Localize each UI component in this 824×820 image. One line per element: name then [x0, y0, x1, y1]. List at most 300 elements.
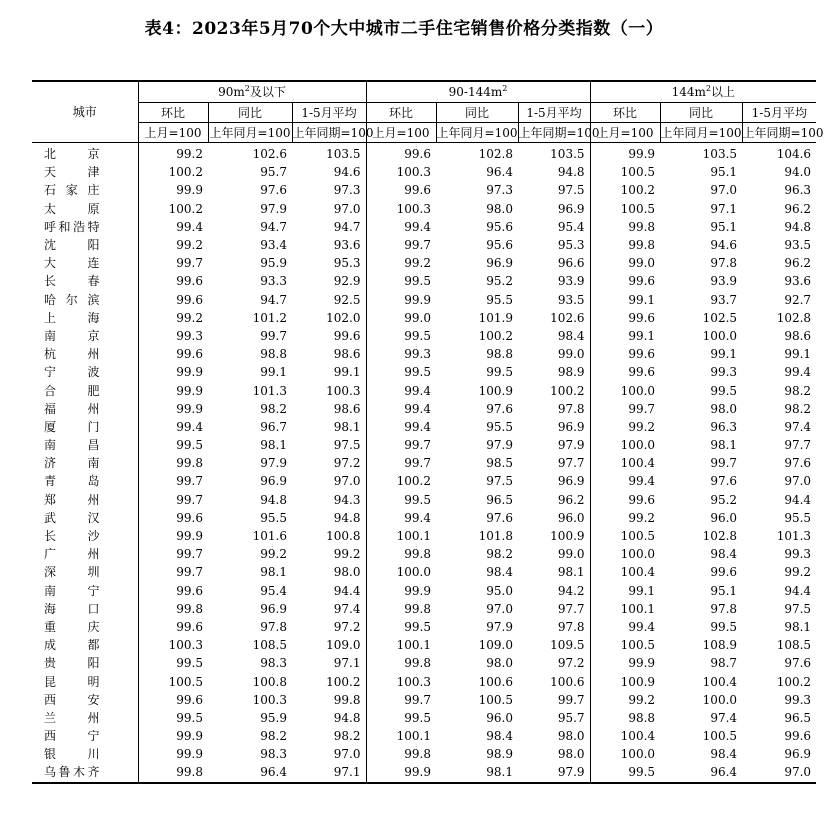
- index-value: 100.0: [590, 545, 660, 563]
- index-value: 99.5: [366, 327, 436, 345]
- index-value: 95.6: [486, 219, 513, 234]
- index-value: 98.1: [436, 763, 518, 782]
- base-header: 上年同期=100: [742, 123, 816, 143]
- index-value: 98.8: [260, 347, 287, 362]
- index-value: 98.4: [557, 328, 585, 343]
- index-value: 98.2: [784, 401, 812, 416]
- index-value: 99.7: [710, 456, 738, 471]
- group-header-row: [32, 81, 816, 103]
- metric-header: 1-5月平均: [742, 103, 816, 123]
- index-value: 97.7: [784, 438, 812, 453]
- index-value: 99.7: [557, 692, 585, 707]
- index-value: 96.0: [486, 710, 513, 725]
- index-value: 98.1: [260, 565, 287, 580]
- index-value: 99.7: [138, 563, 208, 581]
- index-value: 97.1: [333, 656, 361, 671]
- index-value: 99.4: [366, 218, 436, 236]
- index-value: 99.6: [138, 691, 208, 709]
- index-value: 99.5: [138, 436, 208, 454]
- index-value: 99.6: [710, 565, 738, 580]
- index-value: 95.4: [557, 219, 585, 234]
- group-header-medium: $90-144m^2$: [366, 81, 590, 103]
- index-value: 96.0: [557, 510, 585, 525]
- table-row: [32, 691, 816, 709]
- index-value: 99.3: [784, 692, 812, 707]
- table-row: [32, 618, 816, 636]
- city-name: 杭州: [44, 347, 100, 362]
- table-row: [32, 509, 816, 527]
- index-value: 109.0: [478, 638, 513, 653]
- index-value: 97.6: [260, 183, 287, 198]
- index-value: 96.2: [784, 201, 812, 216]
- index-value: 100.2: [550, 383, 585, 398]
- city-name: 呼和浩特: [44, 219, 100, 234]
- index-value: 99.2: [590, 691, 660, 709]
- index-value: 98.6: [333, 401, 361, 416]
- index-value: 97.9: [260, 456, 287, 471]
- index-value: 98.6: [333, 347, 361, 362]
- city-name: 昆明: [44, 674, 100, 689]
- table-row: [32, 491, 816, 509]
- index-value: 99.6: [784, 729, 812, 744]
- index-value: 95.1: [710, 219, 738, 234]
- table-row: [32, 272, 816, 290]
- index-value: 100.4: [590, 563, 660, 581]
- index-value: 97.0: [486, 601, 513, 616]
- index-value: 100.8: [326, 529, 361, 544]
- city-name: 南宁: [44, 583, 100, 598]
- index-value: 99.5: [710, 383, 738, 398]
- index-value: 99.6: [138, 582, 208, 600]
- index-value: 99.4: [366, 418, 436, 436]
- index-value: 99.7: [138, 472, 208, 490]
- index-value: 95.5: [260, 510, 287, 525]
- table-row: [32, 254, 816, 272]
- index-value: 108.5: [776, 638, 812, 653]
- table-body: [32, 143, 816, 783]
- base-header: 上月=100: [138, 123, 208, 143]
- index-value: 100.6: [478, 674, 513, 689]
- city-name: 北京: [44, 147, 100, 162]
- table-row: [32, 472, 816, 490]
- index-value: 97.0: [333, 474, 361, 489]
- index-value: 99.8: [138, 600, 208, 618]
- index-value: 93.5: [784, 238, 812, 253]
- metric-header: 同比: [436, 103, 518, 123]
- index-value: 96.9: [557, 419, 585, 434]
- index-value: 97.5: [557, 183, 585, 198]
- index-value: 96.3: [784, 183, 812, 198]
- city-name: 重庆: [44, 619, 100, 634]
- index-value: 100.9: [590, 672, 660, 690]
- city-name: 广州: [44, 547, 100, 562]
- index-value: 99.6: [590, 491, 660, 509]
- index-value: 100.3: [326, 383, 361, 398]
- metric-header: 环比: [366, 103, 436, 123]
- index-value: 100.5: [590, 636, 660, 654]
- index-value: 100.0: [366, 563, 436, 581]
- index-value: 99.8: [366, 745, 436, 763]
- index-value: 98.2: [486, 547, 513, 562]
- index-value: 97.6: [710, 474, 738, 489]
- city-name: 宁波: [44, 365, 100, 380]
- table-row: [32, 745, 816, 763]
- index-value: 99.9: [138, 381, 208, 399]
- table-row: [32, 218, 816, 236]
- index-value: 97.7: [557, 456, 585, 471]
- index-value: 97.9: [518, 763, 590, 782]
- table-row: [32, 309, 816, 327]
- city-name: 贵阳: [44, 656, 100, 671]
- index-value: 94.6: [333, 165, 361, 180]
- index-value: 102.8: [702, 529, 738, 544]
- index-value: 98.0: [486, 201, 513, 216]
- base-header: 上月=100: [590, 123, 660, 143]
- index-value: 100.2: [776, 674, 812, 689]
- index-value: 97.6: [784, 456, 812, 471]
- index-value: 96.4: [486, 165, 513, 180]
- index-value: 99.1: [260, 365, 287, 380]
- index-value: 96.5: [784, 710, 812, 725]
- city-name: 海口: [44, 601, 100, 616]
- index-value: 97.9: [557, 438, 585, 453]
- index-value: 100.2: [478, 328, 513, 343]
- table-row: [32, 436, 816, 454]
- index-value: 99.6: [590, 309, 660, 327]
- index-value: 92.5: [333, 292, 361, 307]
- index-value: 99.8: [366, 600, 436, 618]
- index-value: 97.0: [784, 474, 812, 489]
- city-name: 哈尔滨: [44, 292, 100, 307]
- table-row: [32, 163, 816, 181]
- index-value: 95.9: [260, 256, 287, 271]
- index-value: 100.5: [478, 692, 513, 707]
- index-value: 93.6: [784, 274, 812, 289]
- index-value: 99.9: [138, 727, 208, 745]
- index-value: 100.0: [702, 328, 738, 343]
- city-name: 合肥: [44, 383, 100, 398]
- index-value: 97.3: [486, 183, 513, 198]
- index-value: 98.5: [486, 456, 513, 471]
- index-value: 100.2: [138, 200, 208, 218]
- metric-header: 环比: [590, 103, 660, 123]
- index-value: 97.7: [557, 601, 585, 616]
- city-name: 深圳: [44, 565, 100, 580]
- index-value: 99.2: [333, 547, 361, 562]
- index-value: 102.5: [702, 310, 738, 325]
- index-value: 99.9: [138, 400, 208, 418]
- table-row: [32, 636, 816, 654]
- index-value: 99.5: [138, 654, 208, 672]
- index-value: 94.8: [333, 510, 361, 525]
- index-value: 99.8: [333, 692, 361, 707]
- city-name: 西安: [44, 692, 100, 707]
- table-row: [32, 327, 816, 345]
- city-name: 南京: [44, 328, 100, 343]
- table-row: [32, 363, 816, 381]
- index-value: 96.9: [784, 747, 812, 762]
- index-value: 99.5: [710, 619, 738, 634]
- index-value: 99.5: [366, 618, 436, 636]
- index-value: 109.5: [550, 638, 585, 653]
- index-value: 98.3: [260, 656, 287, 671]
- index-value: 99.7: [366, 691, 436, 709]
- index-value: 100.9: [478, 383, 513, 398]
- index-value: 97.4: [784, 419, 812, 434]
- index-value: 98.8: [486, 347, 513, 362]
- index-value: 100.6: [550, 674, 585, 689]
- index-value: 99.5: [366, 491, 436, 509]
- index-value: 100.5: [138, 672, 208, 690]
- index-value: 98.6: [784, 328, 812, 343]
- city-name: 沈阳: [44, 238, 100, 253]
- index-value: 99.2: [784, 565, 812, 580]
- index-value: 95.0: [486, 583, 513, 598]
- index-value: 99.6: [590, 272, 660, 290]
- index-value: 98.7: [710, 656, 738, 671]
- index-value: 100.1: [366, 527, 436, 545]
- index-value: 97.9: [486, 619, 513, 634]
- index-value: 100.3: [138, 636, 208, 654]
- city-name: 太原: [44, 201, 100, 216]
- table-row: [32, 545, 816, 563]
- table-row: [32, 727, 816, 745]
- index-value: 99.3: [138, 327, 208, 345]
- metric-header: 环比: [138, 103, 208, 123]
- index-value: 99.8: [590, 218, 660, 236]
- index-value: 94.3: [333, 492, 361, 507]
- index-value: 98.2: [260, 729, 287, 744]
- index-value: 99.7: [366, 454, 436, 472]
- table-row: [32, 563, 816, 581]
- index-value: 103.5: [326, 147, 361, 162]
- index-value: 99.9: [138, 181, 208, 199]
- base-header: 上年同月=100: [436, 123, 518, 143]
- index-value: 98.8: [590, 709, 660, 727]
- group-header-small: $90m^2$及以下: [138, 81, 366, 103]
- index-value: 94.8: [333, 710, 361, 725]
- index-value: 100.3: [252, 692, 287, 707]
- table-title: 表4：2023年5月70个大中城市二手住宅销售价格分类指数（一）: [144, 19, 664, 39]
- index-value: 97.5: [784, 601, 812, 616]
- index-value: 99.6: [590, 363, 660, 381]
- index-value: 97.6: [784, 656, 812, 671]
- table-row: [32, 181, 816, 199]
- table-row: [32, 143, 816, 164]
- index-value: 99.5: [366, 709, 436, 727]
- index-value: 94.2: [557, 583, 585, 598]
- index-value: 97.2: [557, 656, 585, 671]
- index-value: 99.0: [557, 547, 585, 562]
- index-value: 97.3: [333, 183, 361, 198]
- index-value: 102.6: [550, 310, 585, 325]
- index-value: 99.3: [710, 365, 738, 380]
- index-value: 99.1: [710, 347, 738, 362]
- index-value: 99.4: [784, 365, 812, 380]
- index-value: 100.2: [138, 163, 208, 181]
- city-name: 长沙: [44, 529, 100, 544]
- base-header: 上年同期=100: [518, 123, 590, 143]
- table-row: [32, 600, 816, 618]
- index-value: 99.5: [590, 763, 660, 782]
- index-value: 97.9: [486, 438, 513, 453]
- index-value: 99.7: [366, 436, 436, 454]
- index-value: 95.3: [557, 238, 585, 253]
- index-value: 98.0: [557, 747, 585, 762]
- base-header-row: [32, 123, 816, 143]
- index-value: 97.5: [486, 474, 513, 489]
- table-row: [32, 400, 816, 418]
- index-value: 100.0: [590, 436, 660, 454]
- index-value: 99.9: [138, 527, 208, 545]
- metric-header: 同比: [660, 103, 742, 123]
- index-value: 99.7: [138, 545, 208, 563]
- index-value: 95.5: [486, 419, 513, 434]
- city-name: 厦门: [44, 419, 100, 434]
- index-value: 99.2: [590, 509, 660, 527]
- index-value: 99.8: [366, 545, 436, 563]
- city-name: 成都: [44, 638, 100, 653]
- index-value: 99.6: [366, 143, 436, 164]
- index-value: 98.2: [260, 401, 287, 416]
- metric-header: 1-5月平均: [292, 103, 366, 123]
- index-value: 98.0: [710, 401, 738, 416]
- index-value: 99.4: [366, 509, 436, 527]
- index-value: 108.9: [702, 638, 738, 653]
- metric-header-row: [32, 103, 816, 123]
- index-value: 100.2: [590, 181, 660, 199]
- index-value: 96.2: [557, 492, 585, 507]
- index-value: 95.4: [260, 583, 287, 598]
- index-value: 98.0: [486, 656, 513, 671]
- index-value: 101.3: [776, 529, 812, 544]
- index-value: 93.9: [710, 274, 738, 289]
- index-value: 93.6: [333, 238, 361, 253]
- index-value: 100.1: [590, 600, 660, 618]
- index-value: 96.0: [710, 510, 738, 525]
- index-value: 99.1: [333, 365, 361, 380]
- index-value: 99.1: [590, 327, 660, 345]
- index-value: 99.4: [138, 418, 208, 436]
- index-value: 92.7: [784, 292, 812, 307]
- index-value: 102.8: [776, 310, 812, 325]
- table-row: [32, 527, 816, 545]
- index-value: 99.6: [366, 181, 436, 199]
- index-value: 98.1: [333, 419, 361, 434]
- city-name: 南昌: [44, 438, 100, 453]
- index-value: 97.6: [486, 401, 513, 416]
- index-value: 99.6: [138, 272, 208, 290]
- index-value: 99.0: [590, 254, 660, 272]
- index-value: 97.0: [333, 747, 361, 762]
- index-value: 97.6: [486, 510, 513, 525]
- index-value: 100.3: [366, 200, 436, 218]
- index-value: 97.5: [333, 438, 361, 453]
- index-value: 96.9: [260, 601, 287, 616]
- city-column-header: 城市: [32, 81, 138, 143]
- index-value: 94.8: [260, 492, 287, 507]
- index-value: 101.2: [252, 310, 287, 325]
- index-value: 97.9: [260, 201, 287, 216]
- index-value: 98.9: [557, 365, 585, 380]
- index-value: 98.4: [486, 565, 513, 580]
- index-value: 98.1: [784, 619, 812, 634]
- index-value: 100.2: [326, 674, 361, 689]
- index-value: 100.8: [252, 674, 287, 689]
- index-value: 99.1: [590, 582, 660, 600]
- index-value: 99.2: [590, 418, 660, 436]
- index-value: 101.9: [478, 310, 513, 325]
- metric-header: 同比: [208, 103, 292, 123]
- index-value: 98.1: [260, 438, 287, 453]
- index-value: 96.2: [784, 256, 812, 271]
- index-value: 96.4: [660, 763, 742, 782]
- index-value: 95.6: [486, 238, 513, 253]
- city-name: 银川: [44, 747, 100, 762]
- index-value: 97.8: [710, 256, 738, 271]
- table-row: [32, 763, 816, 782]
- index-value: 97.1: [710, 201, 738, 216]
- index-value: 101.6: [252, 529, 287, 544]
- index-value: 97.1: [292, 763, 366, 782]
- index-value: 100.3: [366, 163, 436, 181]
- index-value: 97.2: [333, 456, 361, 471]
- index-value: 99.5: [138, 709, 208, 727]
- index-value: 99.9: [590, 654, 660, 672]
- base-header: 上年同月=100: [208, 123, 292, 143]
- index-value: 99.2: [366, 254, 436, 272]
- index-value: 95.5: [486, 292, 513, 307]
- index-value: 99.2: [138, 236, 208, 254]
- index-value: 99.7: [260, 328, 287, 343]
- index-value: 97.8: [557, 401, 585, 416]
- index-value: 98.9: [486, 747, 513, 762]
- index-value: 99.1: [784, 347, 812, 362]
- city-name: 青岛: [44, 474, 100, 489]
- index-value: 100.5: [590, 163, 660, 181]
- index-value: 100.3: [366, 672, 436, 690]
- index-value: 97.2: [333, 619, 361, 634]
- index-value: 100.4: [702, 674, 738, 689]
- index-value: 97.8: [260, 619, 287, 634]
- index-value: 103.5: [550, 147, 585, 162]
- index-value: 99.8: [138, 763, 208, 782]
- index-value: 97.8: [557, 619, 585, 634]
- index-value: 96.5: [486, 492, 513, 507]
- index-value: 99.4: [590, 472, 660, 490]
- index-value: 93.9: [557, 274, 585, 289]
- index-value: 95.1: [710, 583, 738, 598]
- index-value: 100.0: [590, 745, 660, 763]
- index-value: 95.3: [333, 256, 361, 271]
- index-value: 99.0: [557, 347, 585, 362]
- index-value: 92.9: [333, 274, 361, 289]
- index-value: 98.0: [557, 729, 585, 744]
- city-name: 福州: [44, 401, 100, 416]
- index-value: 96.9: [486, 256, 513, 271]
- group-header-large: $144m^2$以上: [590, 81, 816, 103]
- index-value: 96.3: [710, 419, 738, 434]
- city-name: 兰州: [44, 710, 100, 725]
- index-value: 96.6: [557, 256, 585, 271]
- index-value: 94.7: [260, 292, 287, 307]
- index-value: 98.0: [333, 565, 361, 580]
- index-value: 99.3: [366, 345, 436, 363]
- index-value: 99.6: [333, 328, 361, 343]
- index-value: 99.4: [366, 381, 436, 399]
- table-row: [32, 709, 816, 727]
- price-index-table: [32, 80, 824, 784]
